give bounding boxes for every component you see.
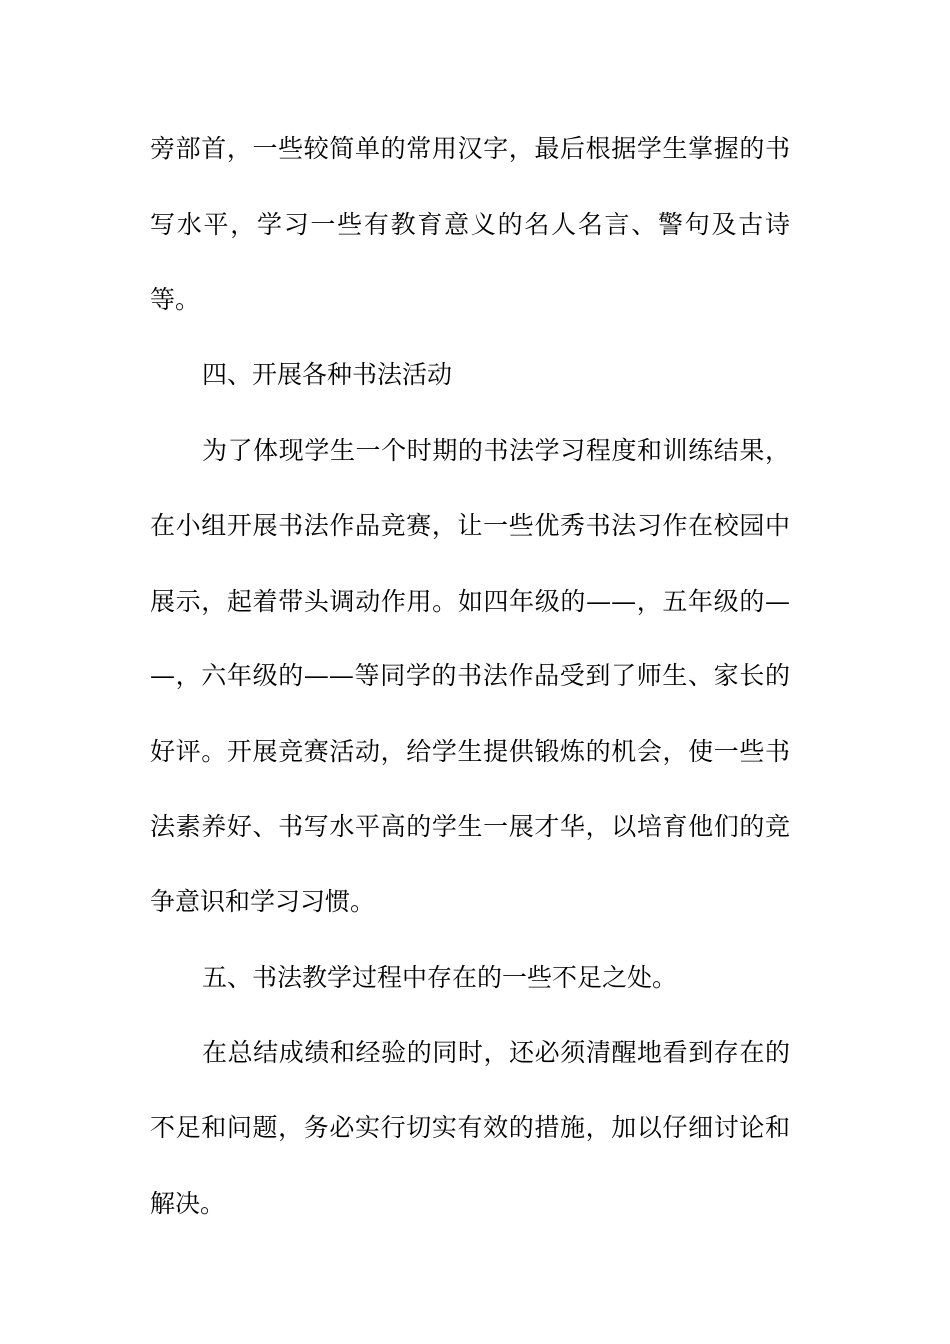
section-heading-5: 五、书法教学过程中存在的一些不足之处。 (202, 963, 678, 992)
paragraph-line: 法素养好、书写水平高的学生一展才华，以培育他们的竞 (150, 812, 790, 841)
paragraph-line: 为了体现学生一个时期的书法学习程度和训练结果， (202, 436, 790, 465)
paragraph-line: 不足和问题，务必实行切实有效的措施，加以仔细讨论和 (150, 1113, 790, 1142)
paragraph-line: 在小组开展书法作品竞赛，让一些优秀书法习作在校园中 (150, 511, 790, 540)
section-heading-4: 四、开展各种书法活动 (202, 360, 453, 389)
paragraph-line: 旁部首，一些较简单的常用汉字，最后根据学生掌握的书 (150, 134, 790, 163)
paragraph-line: 好评。开展竞赛活动，给学生提供锻炼的机会，使一些书 (150, 737, 790, 766)
paragraph-line: 展示，起着带头调动作用。如四年级的——，五年级的— (150, 587, 790, 616)
paragraph-line: 在总结成绩和经验的同时，还必须清醒地看到存在的 (202, 1038, 790, 1067)
paragraph-line: —，六年级的——等同学的书法作品受到了师生、家长的 (150, 661, 790, 690)
paragraph-line: 解决。 (150, 1189, 226, 1218)
paragraph-line: 等。 (150, 285, 201, 314)
paragraph-line: 争意识和学习习惯。 (150, 887, 376, 916)
paragraph-line: 写水平，学习一些有教育意义的名人名言、警句及古诗 (150, 210, 790, 239)
